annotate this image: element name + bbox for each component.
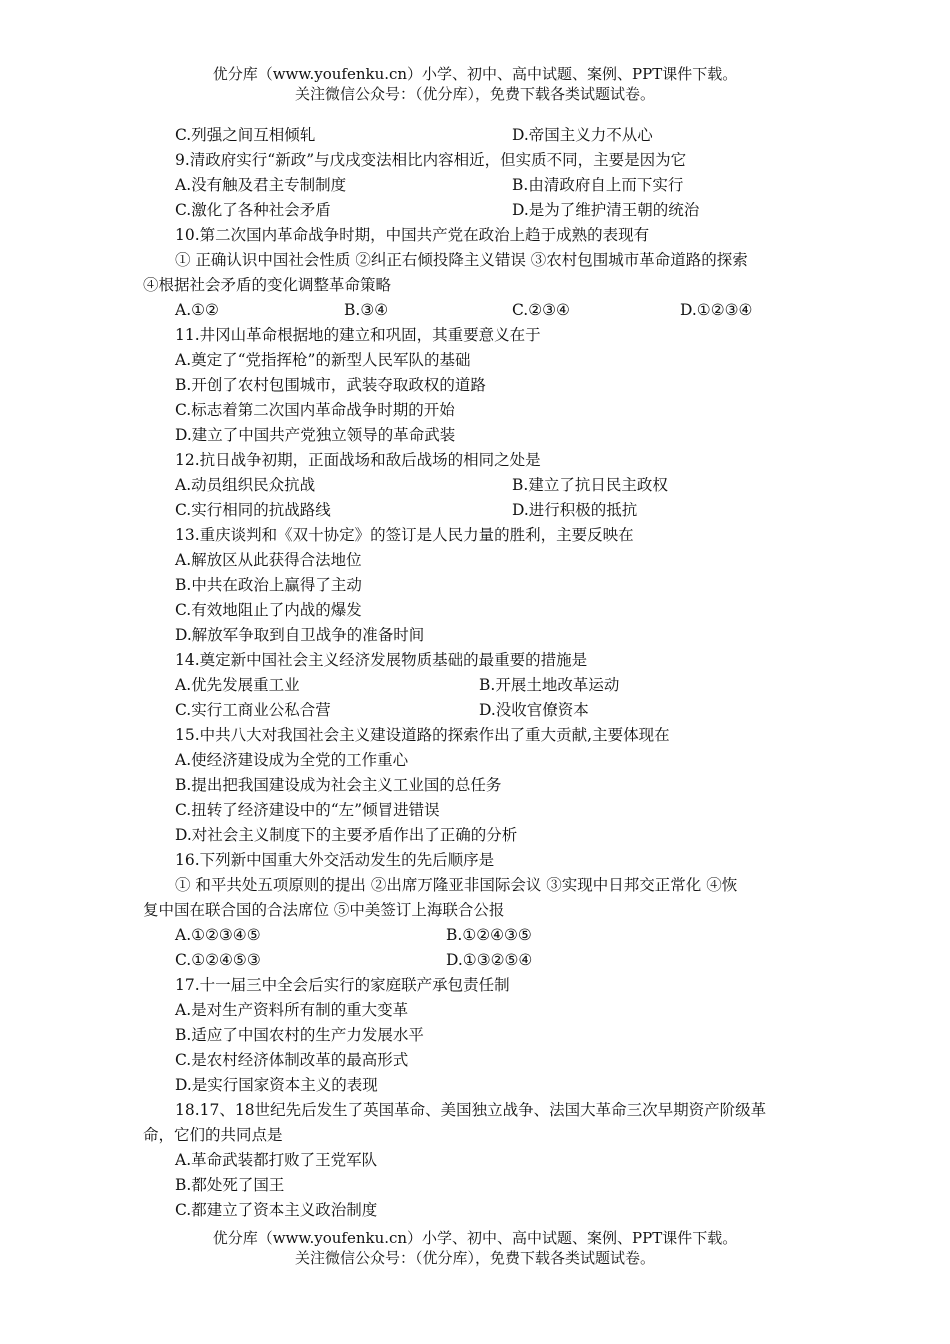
q12-option-d: D.进行积极的抵抗: [512, 501, 638, 519]
q9-option-d: D.是为了维护清王朝的统治: [512, 201, 700, 219]
q11-option-c: C.标志着第二次国内革命战争时期的开始: [175, 401, 455, 419]
q9-stem: 9.清政府实行“新政”与戊戌变法相比内容相近，但实质不同，主要是因为它: [175, 151, 687, 169]
q13-option-d: D.解放军争取到自卫战争的准备时间: [175, 626, 425, 644]
q11-option-d: D.建立了中国共产党独立领导的革命武装: [175, 426, 456, 444]
q15-option-b: B.提出把我国建设成为社会主义工业国的总任务: [175, 776, 502, 794]
q10-option-a: A.①②: [175, 301, 219, 319]
q12-options-row-2: [143, 498, 823, 523]
q13-option-a: A.解放区从此获得合法地位: [175, 551, 362, 569]
q12-stem: 12.抗日战争初期，正面战场和敌后战场的相同之处是: [175, 451, 541, 469]
q11-stem: 11.井冈山革命根据地的建立和巩固，其重要意义在于: [175, 326, 541, 344]
q8-option-d: D.帝国主义力不从心: [512, 126, 653, 144]
q11-option-b: B.开创了农村包围城市，武装夺取政权的道路: [175, 376, 486, 394]
q14-stem: 14.奠定新中国社会主义经济发展物质基础的最重要的措施是: [175, 651, 588, 669]
q17-option-a: A.是对生产资料所有制的重大变革: [175, 1001, 409, 1019]
q8-option-c: C.列强之间互相倾轧: [175, 126, 316, 144]
q15-stem: 15.中共八大对我国社会主义建设道路的探索作出了重大贡献,主要体现在: [175, 726, 670, 744]
q10-option-c: C.②③④: [512, 301, 570, 319]
q16-options-row-2: [143, 948, 823, 973]
header-line-1: 优分库（www.youfenku.cn）小学、初中、高中试题、案例、PPT课件下载。: [212, 65, 738, 83]
q18-option-b: B.都处死了国王: [175, 1176, 285, 1194]
q15-option-a: A.使经济建设成为全党的工作重心: [175, 751, 409, 769]
q13-option-c: C.有效地阻止了内战的爆发: [175, 601, 362, 619]
q9-options-row-1: [143, 173, 823, 198]
q15-option-d: D.对社会主义制度下的主要矛盾作出了正确的分析: [175, 826, 518, 844]
q10-items-line-2: ④根据社会矛盾的变化调整革命策略: [143, 276, 392, 294]
q10-options-row: [143, 298, 823, 323]
footer-line-2: 关注微信公众号：（优分库），免费下载各类试题试卷。: [294, 1249, 655, 1267]
q16-option-a: A.①②③④⑤: [175, 926, 261, 944]
q17-option-d: D.是实行国家资本主义的表现: [175, 1076, 378, 1094]
q12-option-c: C.实行相同的抗战路线: [175, 501, 331, 519]
question-8-options: [143, 123, 823, 148]
q13-stem: 13.重庆谈判和《双十协定》的签订是人民力量的胜利，主要反映在: [175, 526, 634, 544]
footer-line-1: 优分库（www.youfenku.cn）小学、初中、高中试题、案例、PPT课件下载。: [212, 1229, 738, 1247]
q10-stem: 10.第二次国内革命战争时期，中国共产党在政治上趋于成熟的表现有: [175, 226, 650, 244]
q13-option-b: B.中共在政治上赢得了主动: [175, 576, 362, 594]
q9-options-row-2: [143, 198, 823, 223]
q16-options-row-1: [143, 923, 823, 948]
q16-items-line-1: ① 和平共处五项原则的提出 ②出席万隆亚非国际会议 ③实现中日邦交正常化 ④恢: [175, 876, 738, 894]
q16-option-b: B.①②④③⑤: [446, 926, 532, 944]
q10-items-line-1: ① 正确认识中国社会性质 ②纠正右倾投降主义错误 ③农村包围城市革命道路的探索: [175, 251, 748, 269]
q16-items-line-2: 复中国在联合国的合法席位 ⑤中美签订上海联合公报: [143, 901, 505, 919]
q18-stem-line-2: 命，它们的共同点是: [143, 1126, 283, 1144]
q18-option-a: A.革命武装都打败了王党军队: [175, 1151, 378, 1169]
q14-option-b: B.开展土地改革运动: [479, 676, 620, 694]
page-footer: [0, 1228, 950, 1268]
header-line-2: 关注微信公众号：（优分库），免费下载各类试题试卷。: [294, 85, 655, 103]
q9-option-c: C.激化了各种社会矛盾: [175, 201, 331, 219]
q14-option-a: A.优先发展重工业: [175, 676, 300, 694]
q16-option-c: C.①②④⑤③: [175, 951, 261, 969]
page-header: [0, 64, 950, 104]
q18-stem-line-1: 18.17、18世纪先后发生了英国革命、美国独立战争、法国大革命三次早期资产阶级革: [175, 1101, 767, 1119]
q14-options-row-1: [143, 673, 823, 698]
q17-option-c: C.是农村经济体制改革的最高形式: [175, 1051, 409, 1069]
question-list: [143, 123, 823, 1223]
q16-stem: 16.下列新中国重大外交活动发生的先后顺序是: [175, 851, 495, 869]
q9-option-b: B.由清政府自上而下实行: [512, 176, 684, 194]
q12-option-a: A.动员组织民众抗战: [175, 476, 316, 494]
q16-option-d: D.①③②⑤④: [446, 951, 533, 969]
q12-option-b: B.建立了抗日民主政权: [512, 476, 668, 494]
q17-stem: 17.十一届三中全会后实行的家庭联产承包责任制: [175, 976, 510, 994]
q10-option-b: B.③④: [344, 301, 389, 319]
q14-option-c: C.实行工商业公私合营: [175, 701, 331, 719]
q9-option-a: A.没有触及君主专制制度: [175, 176, 347, 194]
q11-option-a: A.奠定了“党指挥枪”的新型人民军队的基础: [175, 351, 471, 369]
q17-option-b: B.适应了中国农村的生产力发展水平: [175, 1026, 424, 1044]
q14-option-d: D.没收官僚资本: [479, 701, 589, 719]
q12-options-row-1: [143, 473, 823, 498]
q15-option-c: C.扭转了经济建设中的“左”倾冒进错误: [175, 801, 440, 819]
q14-options-row-2: [143, 698, 823, 723]
q18-option-c: C.都建立了资本主义政治制度: [175, 1201, 378, 1219]
q10-option-d: D.①②③④: [680, 301, 753, 319]
